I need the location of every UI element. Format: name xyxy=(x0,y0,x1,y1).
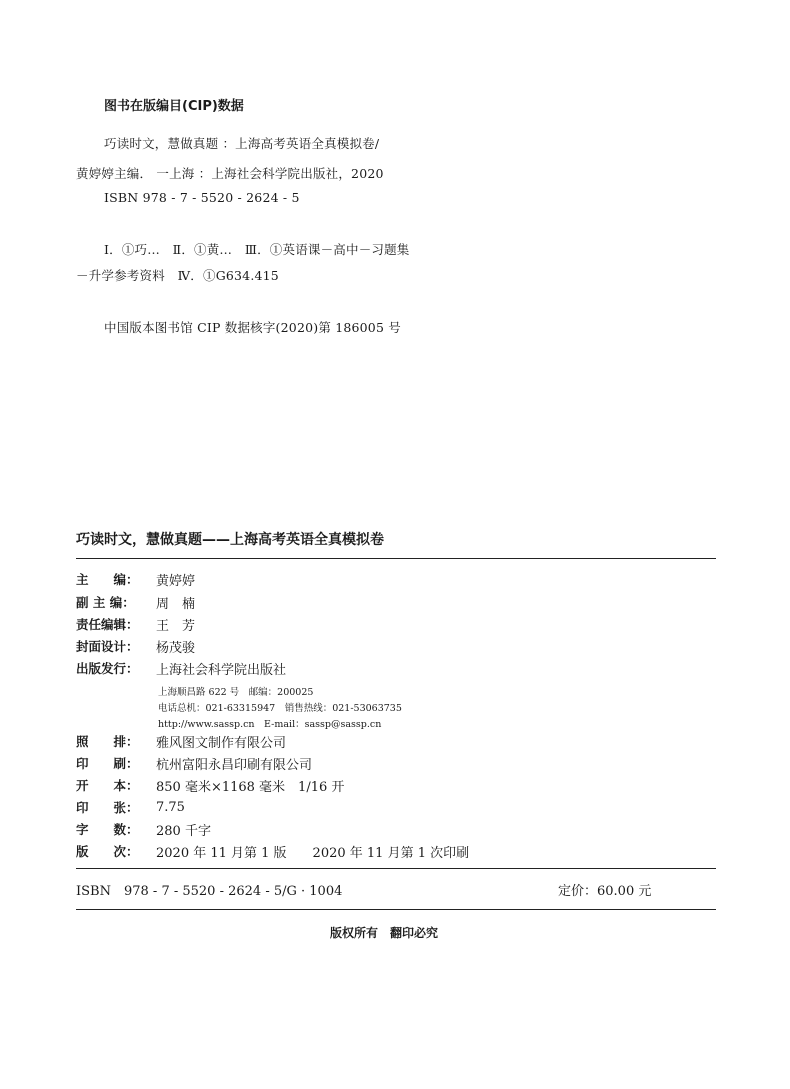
isbn-bottom-divider xyxy=(76,909,716,910)
cip-heading: 图书在版编目(CIP)数据 xyxy=(104,99,244,114)
credit-value: 黄婷婷 xyxy=(156,573,196,589)
credit-value: 杭州富阳永昌印刷有限公司 xyxy=(156,757,313,773)
credit-publisher xyxy=(76,658,286,678)
cip-line-author: 黄婷婷主编． 一上海 ：上海社会科学院出版社，2020 xyxy=(76,166,384,181)
cip-line-isbn: ISBN 978 - 7 - 5520 - 2624 - 5 xyxy=(104,190,300,205)
credit-format xyxy=(76,775,344,795)
credit-label: 主 编： xyxy=(76,572,139,587)
book-title: 巧读时文，慧做真题——上海高考英语全真模拟卷 xyxy=(76,532,384,548)
cip-line-record-number: 中国版本图书馆 CIP 数据核字(2020)第 186005 号 xyxy=(104,320,401,335)
price: 定价：60.00 元 xyxy=(558,884,652,899)
credit-printing xyxy=(76,753,312,773)
cip-line-title: 巧读时文，慧做真题 ：上海高考英语全真模拟卷/ xyxy=(104,136,380,151)
credit-value: 杨茂骏 xyxy=(156,640,196,656)
credit-label: 开 本： xyxy=(76,778,139,793)
credit-label: 字 数： xyxy=(76,822,139,837)
credit-label: 副 主 编： xyxy=(76,595,135,610)
credit-value: 周 楠 xyxy=(156,596,196,612)
credit-cover-design xyxy=(76,636,195,656)
publisher-phone: 电话总机：021-63315947 销售热线：021-53063735 xyxy=(158,703,402,714)
credit-sheets xyxy=(76,797,185,817)
credit-value: 王 芳 xyxy=(156,618,196,634)
credit-label: 出版发行： xyxy=(76,661,139,676)
credit-value: 上海社会科学院出版社 xyxy=(156,662,287,678)
rights-notice: 版权所有 翻印必究 xyxy=(330,926,439,940)
credit-value: 280 千字 xyxy=(156,823,211,839)
credit-deputy-editor xyxy=(76,592,195,612)
credit-typesetting xyxy=(76,731,286,751)
cip-line-classification-cont: －升学参考资料 Ⅳ．①G634.415 xyxy=(76,268,279,283)
credit-editor xyxy=(76,569,195,589)
credit-value: 2020 年 11 月第 1 版 2020 年 11 月第 1 次印刷 xyxy=(156,845,470,861)
credit-label: 版 次： xyxy=(76,844,139,859)
publisher-address: 上海顺昌路 622 号 邮编：200025 xyxy=(158,687,314,698)
credit-value: 7.75 xyxy=(156,799,185,815)
credit-value: 850 毫米×1168 毫米 1/16 开 xyxy=(156,779,345,795)
title-divider xyxy=(76,558,716,559)
isbn-full: ISBN 978 - 7 - 5520 - 2624 - 5/G · 1004 xyxy=(76,884,343,899)
publisher-web: http://www.sassp.cn E-mail：sassp@sassp.cn xyxy=(158,719,382,730)
credit-responsible-editor xyxy=(76,614,195,634)
credit-label: 印 刷： xyxy=(76,756,139,771)
isbn-top-divider xyxy=(76,868,716,869)
credit-value: 雅风图文制作有限公司 xyxy=(156,735,287,751)
credit-label: 照 排： xyxy=(76,734,139,749)
credit-edition xyxy=(76,841,469,861)
cip-line-classification: Ⅰ．①巧… Ⅱ．①黄… Ⅲ．①英语课－高中－习题集 xyxy=(104,242,410,257)
credit-label: 印 张： xyxy=(76,800,139,815)
credit-label: 封面设计： xyxy=(76,639,139,654)
credit-label: 责任编辑： xyxy=(76,617,139,632)
credit-words xyxy=(76,819,211,839)
